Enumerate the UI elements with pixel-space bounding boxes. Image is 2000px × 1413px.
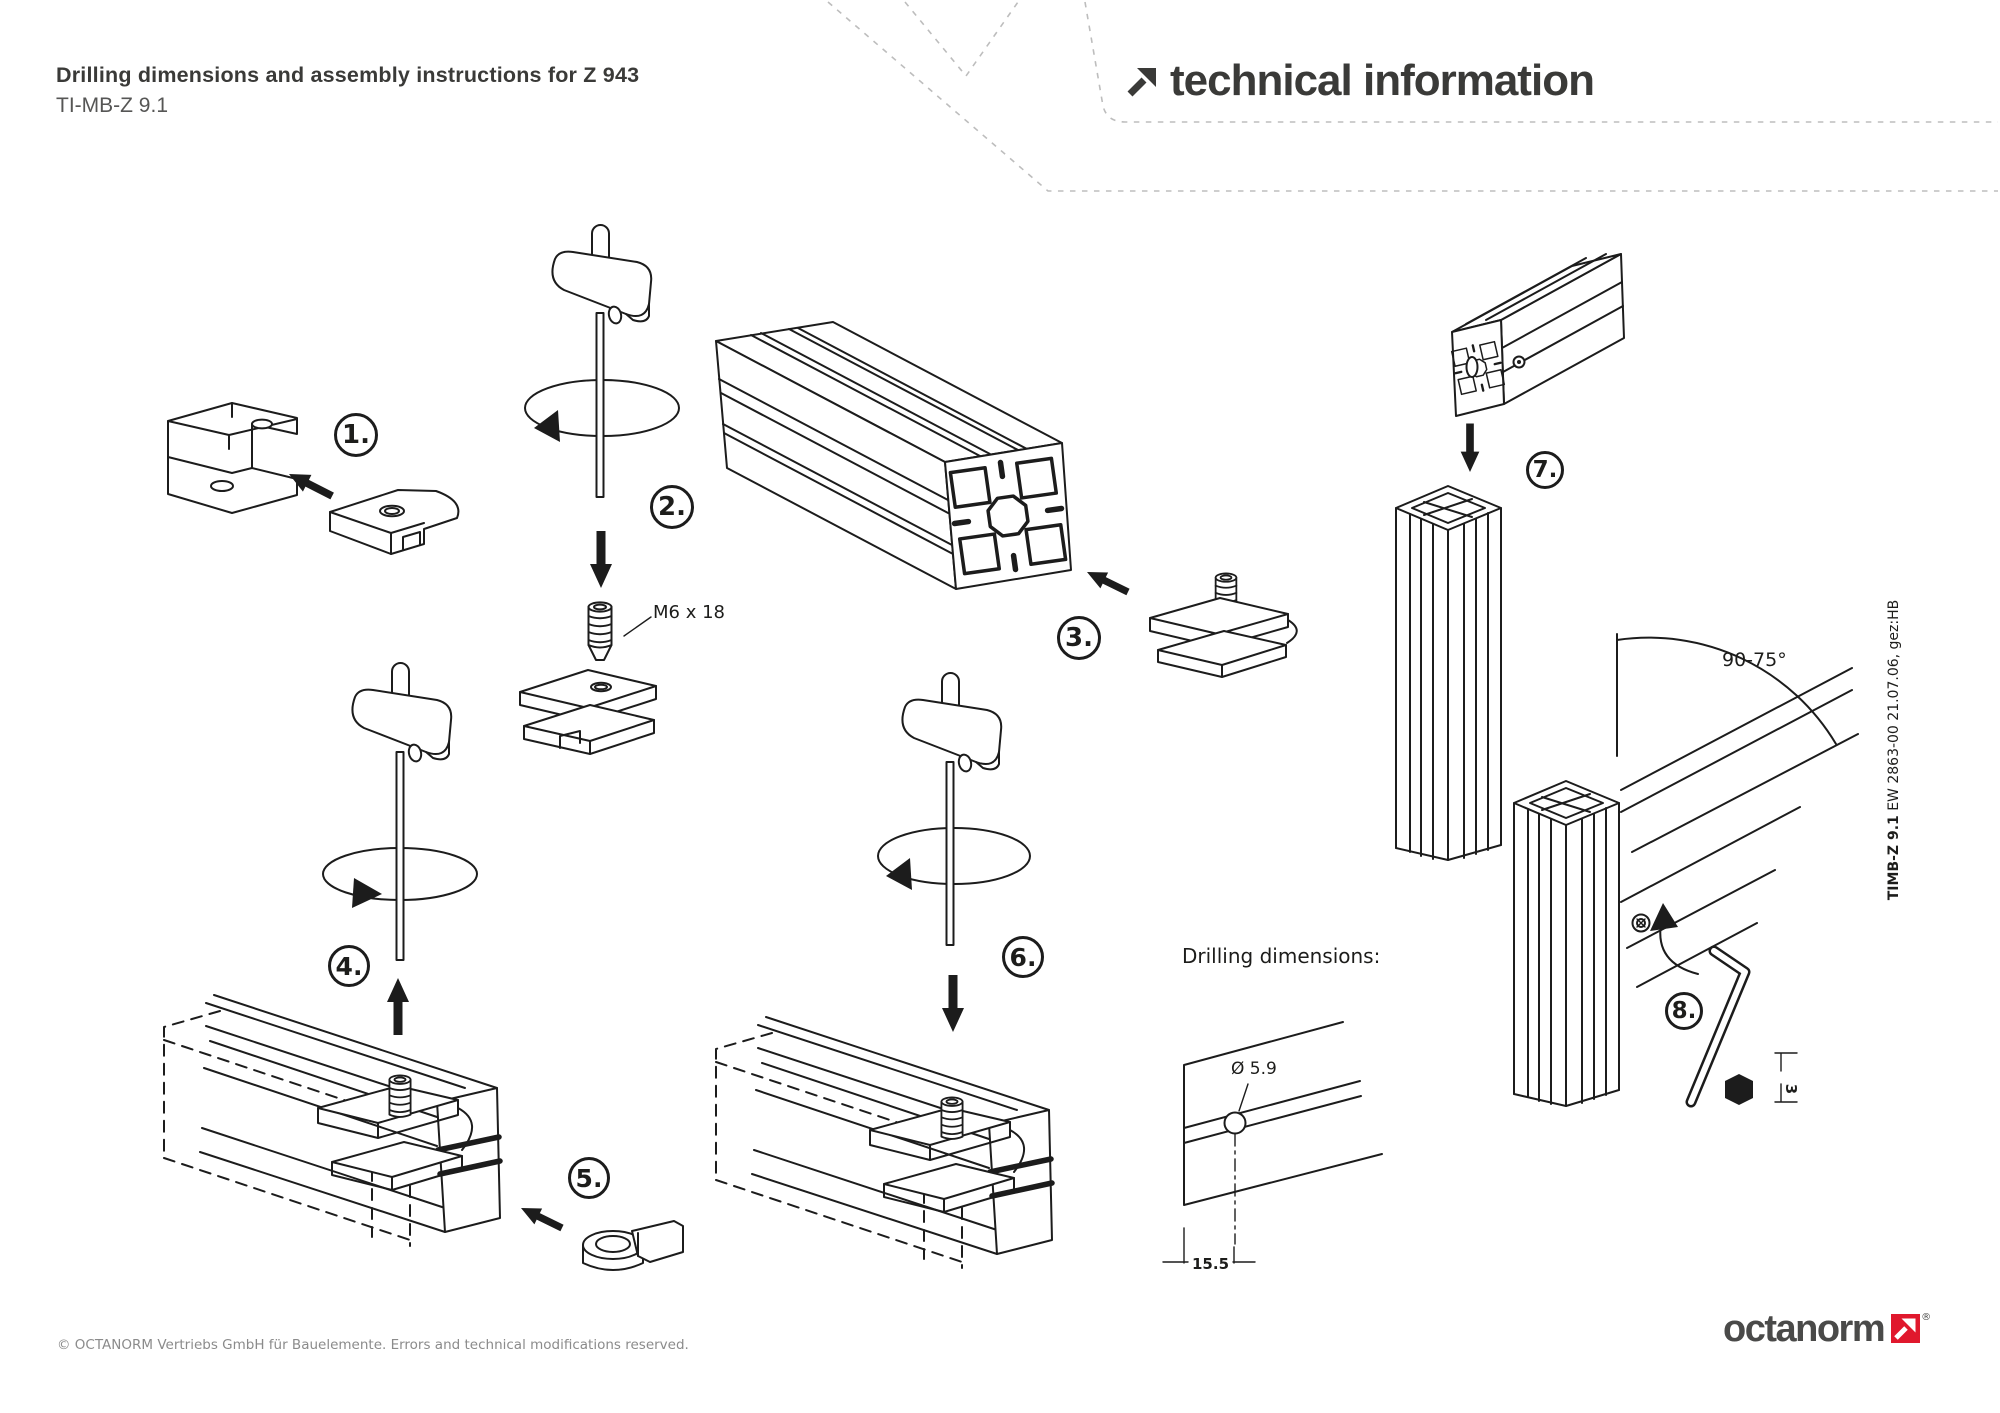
step2-clamp-assembly-drawing [520, 670, 656, 754]
step2-down-arrow [590, 531, 612, 588]
step5-arrow [517, 1200, 566, 1236]
step7-post-drawing [1396, 486, 1501, 860]
step8-angle-adjust-drawing [1514, 634, 1858, 1106]
beam-assembly-drawing [164, 995, 500, 1246]
arrow-up-right-icon [1124, 63, 1160, 99]
step3-profile-drawing [716, 322, 1071, 589]
step4-up-arrow [387, 978, 409, 1035]
page-title: Drilling dimensions and assembly instructions for Z 943 [56, 63, 640, 87]
copyright-notice: © OCTANORM Vertriebs GmbH für Bauelemente. Errors and technical modifications reserved. [57, 1337, 689, 1353]
edge-distance-label: 15.5 [1192, 1255, 1230, 1273]
step7-profile-drawing [1450, 254, 1624, 416]
hole-diameter-label: Ø 5.9 [1231, 1059, 1277, 1079]
page-code: TI-MB-Z 9.1 [56, 94, 169, 117]
document-id-sidebar [1886, 600, 1902, 900]
technical-information-header [1124, 56, 1594, 106]
screw-label-leader [624, 617, 651, 636]
step6-down-arrow [942, 975, 964, 1032]
step3-arrow [1083, 564, 1132, 600]
octanorm-logo [1723, 1310, 1931, 1348]
angle-range-label: 90-75° [1722, 649, 1787, 671]
step2-set-screw-drawing [589, 602, 612, 660]
document-meta: EW 2863-00 21.07.06, gez:HB [1886, 599, 1902, 816]
hex-key-size-label: 3 [1782, 1083, 1801, 1095]
step-badge-8: 8. [1665, 992, 1703, 1030]
hex-section-icon [1725, 1074, 1753, 1105]
step6-beam-assembly-drawing [716, 1017, 1052, 1268]
step2-wing-key-drawing [525, 225, 679, 497]
step3-clamp-drawing [1150, 573, 1297, 677]
step-badge-5: 5. [568, 1157, 610, 1199]
step7-down-arrow [1461, 424, 1480, 472]
step-badge-7: 7. [1526, 451, 1564, 489]
step1-clamp-parts-drawing [168, 403, 458, 554]
registered-mark: ® [1921, 1312, 1932, 1323]
technical-information-label: technical information [1170, 56, 1594, 105]
drilling-dimensions-heading: Drilling dimensions: [1182, 944, 1381, 968]
step-badge-6: 6. [1002, 936, 1044, 978]
step-badge-3: 3. [1057, 616, 1101, 660]
document-id: TIMB-Z 9.1 [1886, 815, 1902, 901]
octanorm-logo-icon [1891, 1314, 1920, 1343]
step-badge-2: 2. [650, 485, 694, 529]
step4-wing-key-drawing [323, 663, 477, 960]
step5-clamp-part-drawing [583, 1221, 683, 1270]
octanorm-logo-text: octanorm [1723, 1308, 1885, 1350]
screw-size-label: M6 x 18 [653, 602, 725, 623]
step-badge-1: 1. [334, 413, 378, 457]
step6-wing-key-drawing [878, 673, 1030, 945]
step-badge-4: 4. [328, 945, 370, 987]
